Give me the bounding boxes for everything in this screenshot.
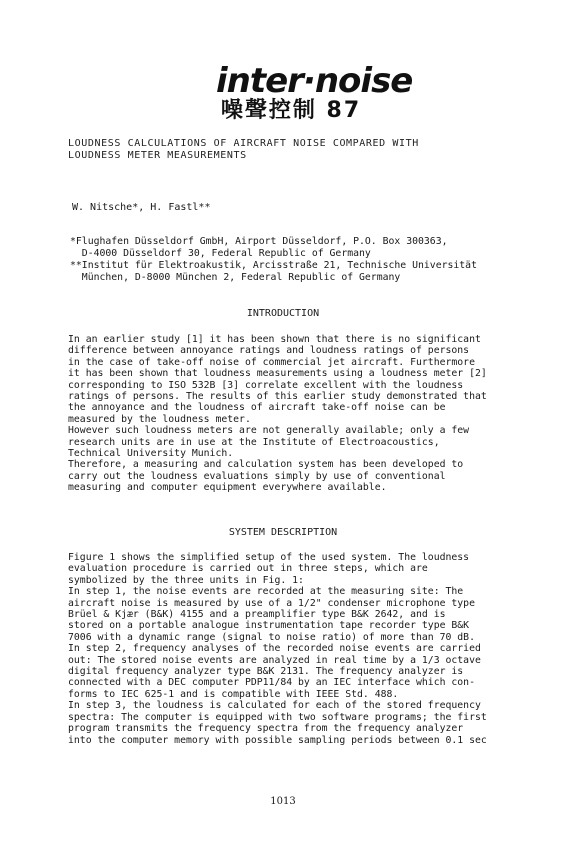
body-text-line: Figure 1 shows the simplified setup of the used system. The loudness <box>68 552 470 563</box>
body-text-line: symbolized by the three units in Fig. 1: <box>68 574 304 586</box>
body-text-line: research units are in use at the Institute of Electroacoustics, <box>68 436 440 448</box>
body-text-line: carry out the loudness evaluations simply by use of conventional <box>68 470 446 482</box>
body-text-line: into the computer memory with possible sampling periods between 0.1 sec <box>68 734 487 746</box>
body-text-line: out: The stored noise events are analyzed in real time by a 1/3 octave <box>68 654 481 666</box>
body-text-line: Therefore, a measuring and calculation system has been developed to <box>68 459 464 471</box>
affiliation-line: D-4000 Düsseldorf 30, Federal Republic of Germany <box>70 248 371 259</box>
title-line: LOUDNESS METER MEASUREMENTS <box>68 150 247 161</box>
body-text-line: it has been shown that loudness measurements using a loudness meter [2] <box>68 368 487 380</box>
logo-subtitle: 噪聲控制 87 <box>220 98 362 123</box>
body-text-line: corresponding to ISO 532B [3] correlate excellent with the loudness <box>68 379 464 391</box>
body-text-line: connected with a DEC computer PDP11/84 by an IEC interface which con- <box>68 677 475 689</box>
body-text-line: forms to IEC 625-1 and is compatible with IEEE Std. 488. <box>68 688 399 700</box>
body-text-line: aircraft noise is measured by use of a 1/2" condenser microphone type <box>68 597 475 609</box>
section-heading-system-description: SYSTEM DESCRIPTION <box>228 527 338 538</box>
body-text-line: However such loudness meters are not generally available; only a few <box>68 425 470 437</box>
system-description-body <box>68 552 508 746</box>
affiliation-line: *Flughafen Düsseldorf GmbH, Airport Düsseldorf, P.O. Box 300363, <box>70 236 448 247</box>
body-text-line: In step 3, the loudness is calculated for each of the stored frequency <box>68 700 481 712</box>
conference-logo <box>216 61 413 124</box>
affiliations <box>70 236 477 284</box>
logo-wordmark: inter·noise <box>216 61 413 101</box>
title-line: LOUDNESS CALCULATIONS OF AIRCRAFT NOISE COMPARED WITH <box>68 138 419 149</box>
affiliation-line: **Institut für Elektroakustik, Arcisstraße 21, Technische Universität <box>70 260 477 271</box>
body-text-line: measuring and computer equipment everywhere available. <box>68 482 387 494</box>
body-text-line: in the case of take-off noise of commercial jet aircraft. Furthermore <box>68 356 475 368</box>
body-text-line: digital frequency analyzer type B&K 2131. The frequency analyzer is <box>68 666 464 678</box>
body-text-line: measured by the loudness meter. <box>68 413 251 425</box>
body-text-line: difference between annoyance ratings and loudness ratings of persons <box>68 345 470 357</box>
body-text-line: spectra: The computer is equipped with two software programs; the first <box>68 711 487 723</box>
body-text-line: 7006 with a dynamic range (signal to noise ratio) of more than 70 dB. <box>68 631 475 643</box>
body-text-line: evaluation procedure is carried out in three steps, which are <box>68 563 428 575</box>
body-text-line: Brüel & Kjær (B&K) 4155 and a preamplifier type B&K 2642, and is <box>68 609 446 621</box>
body-text-line: stored on a portable analogue instrumentation tape recorder type B&K <box>68 620 470 632</box>
body-text-line: In an earlier study [1] it has been shown that there is no significant <box>68 334 481 345</box>
body-text-line: ratings of persons. The results of this earlier study demonstrated that <box>68 391 487 403</box>
affiliation-line: München, D-8000 München 2, Federal Republic of Germany <box>70 272 401 283</box>
page-number: 1013 <box>270 796 296 807</box>
author-list: W. Nitsche*, H. Fastl** <box>72 202 211 213</box>
body-text-line: program transmits the frequency spectra from the frequency analyzer <box>68 723 464 735</box>
paper-title <box>68 138 498 162</box>
section-heading-introduction: INTRODUCTION <box>246 308 320 319</box>
introduction-body <box>68 334 508 494</box>
body-text-line: the annoyance and the loudness of aircraft take-off noise can be <box>68 402 446 414</box>
body-text-line: Technical University Munich. <box>68 448 234 460</box>
body-text-line: In step 2, frequency analyses of the recorded noise events are carried <box>68 643 481 655</box>
body-text-line: In step 1, the noise events are recorded at the measuring site: The <box>68 586 464 598</box>
